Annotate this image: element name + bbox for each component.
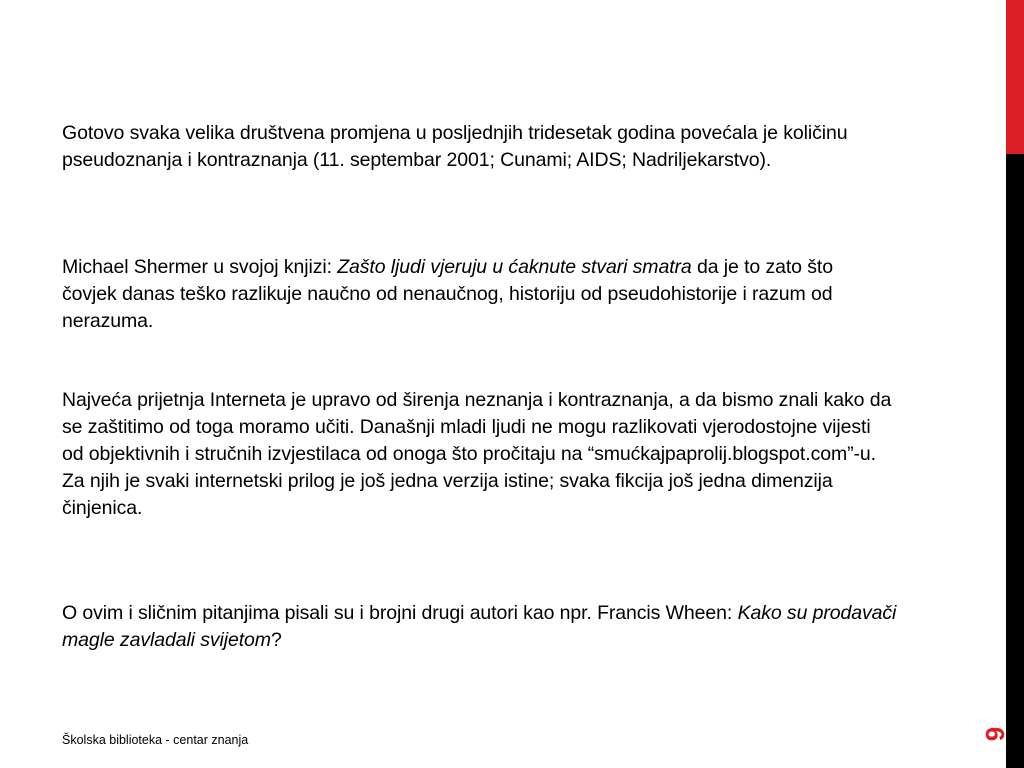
book-title-shermer: Zašto ljudi vjeruju u ćaknute stvari smatra (337, 256, 692, 278)
paragraph-1: Gotovo svaka velika društvena promjena u posljednjih tridesetak godina povećala je količinu pseudoznanja i kontraznanja (11. septembar 2001; Cunami; AIDS; Nadriljekarstvo). (62, 122, 848, 171)
paragraph-4 (62, 600, 902, 654)
page-number: 9 (980, 726, 1010, 742)
accent-bar-red (1006, 0, 1024, 154)
paragraph-2 (62, 254, 862, 335)
paragraph-3: Najveća prijetnja Interneta je upravo od širenja neznanja i kontraznanja, a da bismo znali kako da se zaštitimo od toga moramo učiti. Današnji mladi ljudi ne mogu razlikovati vjerodostojne vijesti od objektivnih i stručnih izvjestilaca od onoga što pročitaju na “smućkajpaprolij.blogspot.com”-u. Za njih je svaki internetski prilog je još jedna verzija istine; svaka fikcija još jedna dimenzija činjenica. (62, 389, 892, 519)
paragraph-2-end: da je to zato što čovjek danas teško razlikuje naučno od nenaučnog, historiju od pseudohistorije i razum od nerazuma. (62, 256, 833, 332)
book-title-wheen: Kako su prodavači magle zavladali svijetom (62, 602, 897, 651)
paragraph-4-start: O ovim i sličnim pitanjima pisali su i brojni drugi autori kao npr. Francis Wheen: (62, 602, 738, 624)
accent-bar-black (1006, 154, 1024, 768)
paragraph-4-end: ? (270, 629, 282, 651)
footer-text: Školska biblioteka - centar znanja (62, 733, 249, 747)
paragraph-2-start: Michael Shermer u svojoj knjizi: (62, 256, 338, 278)
